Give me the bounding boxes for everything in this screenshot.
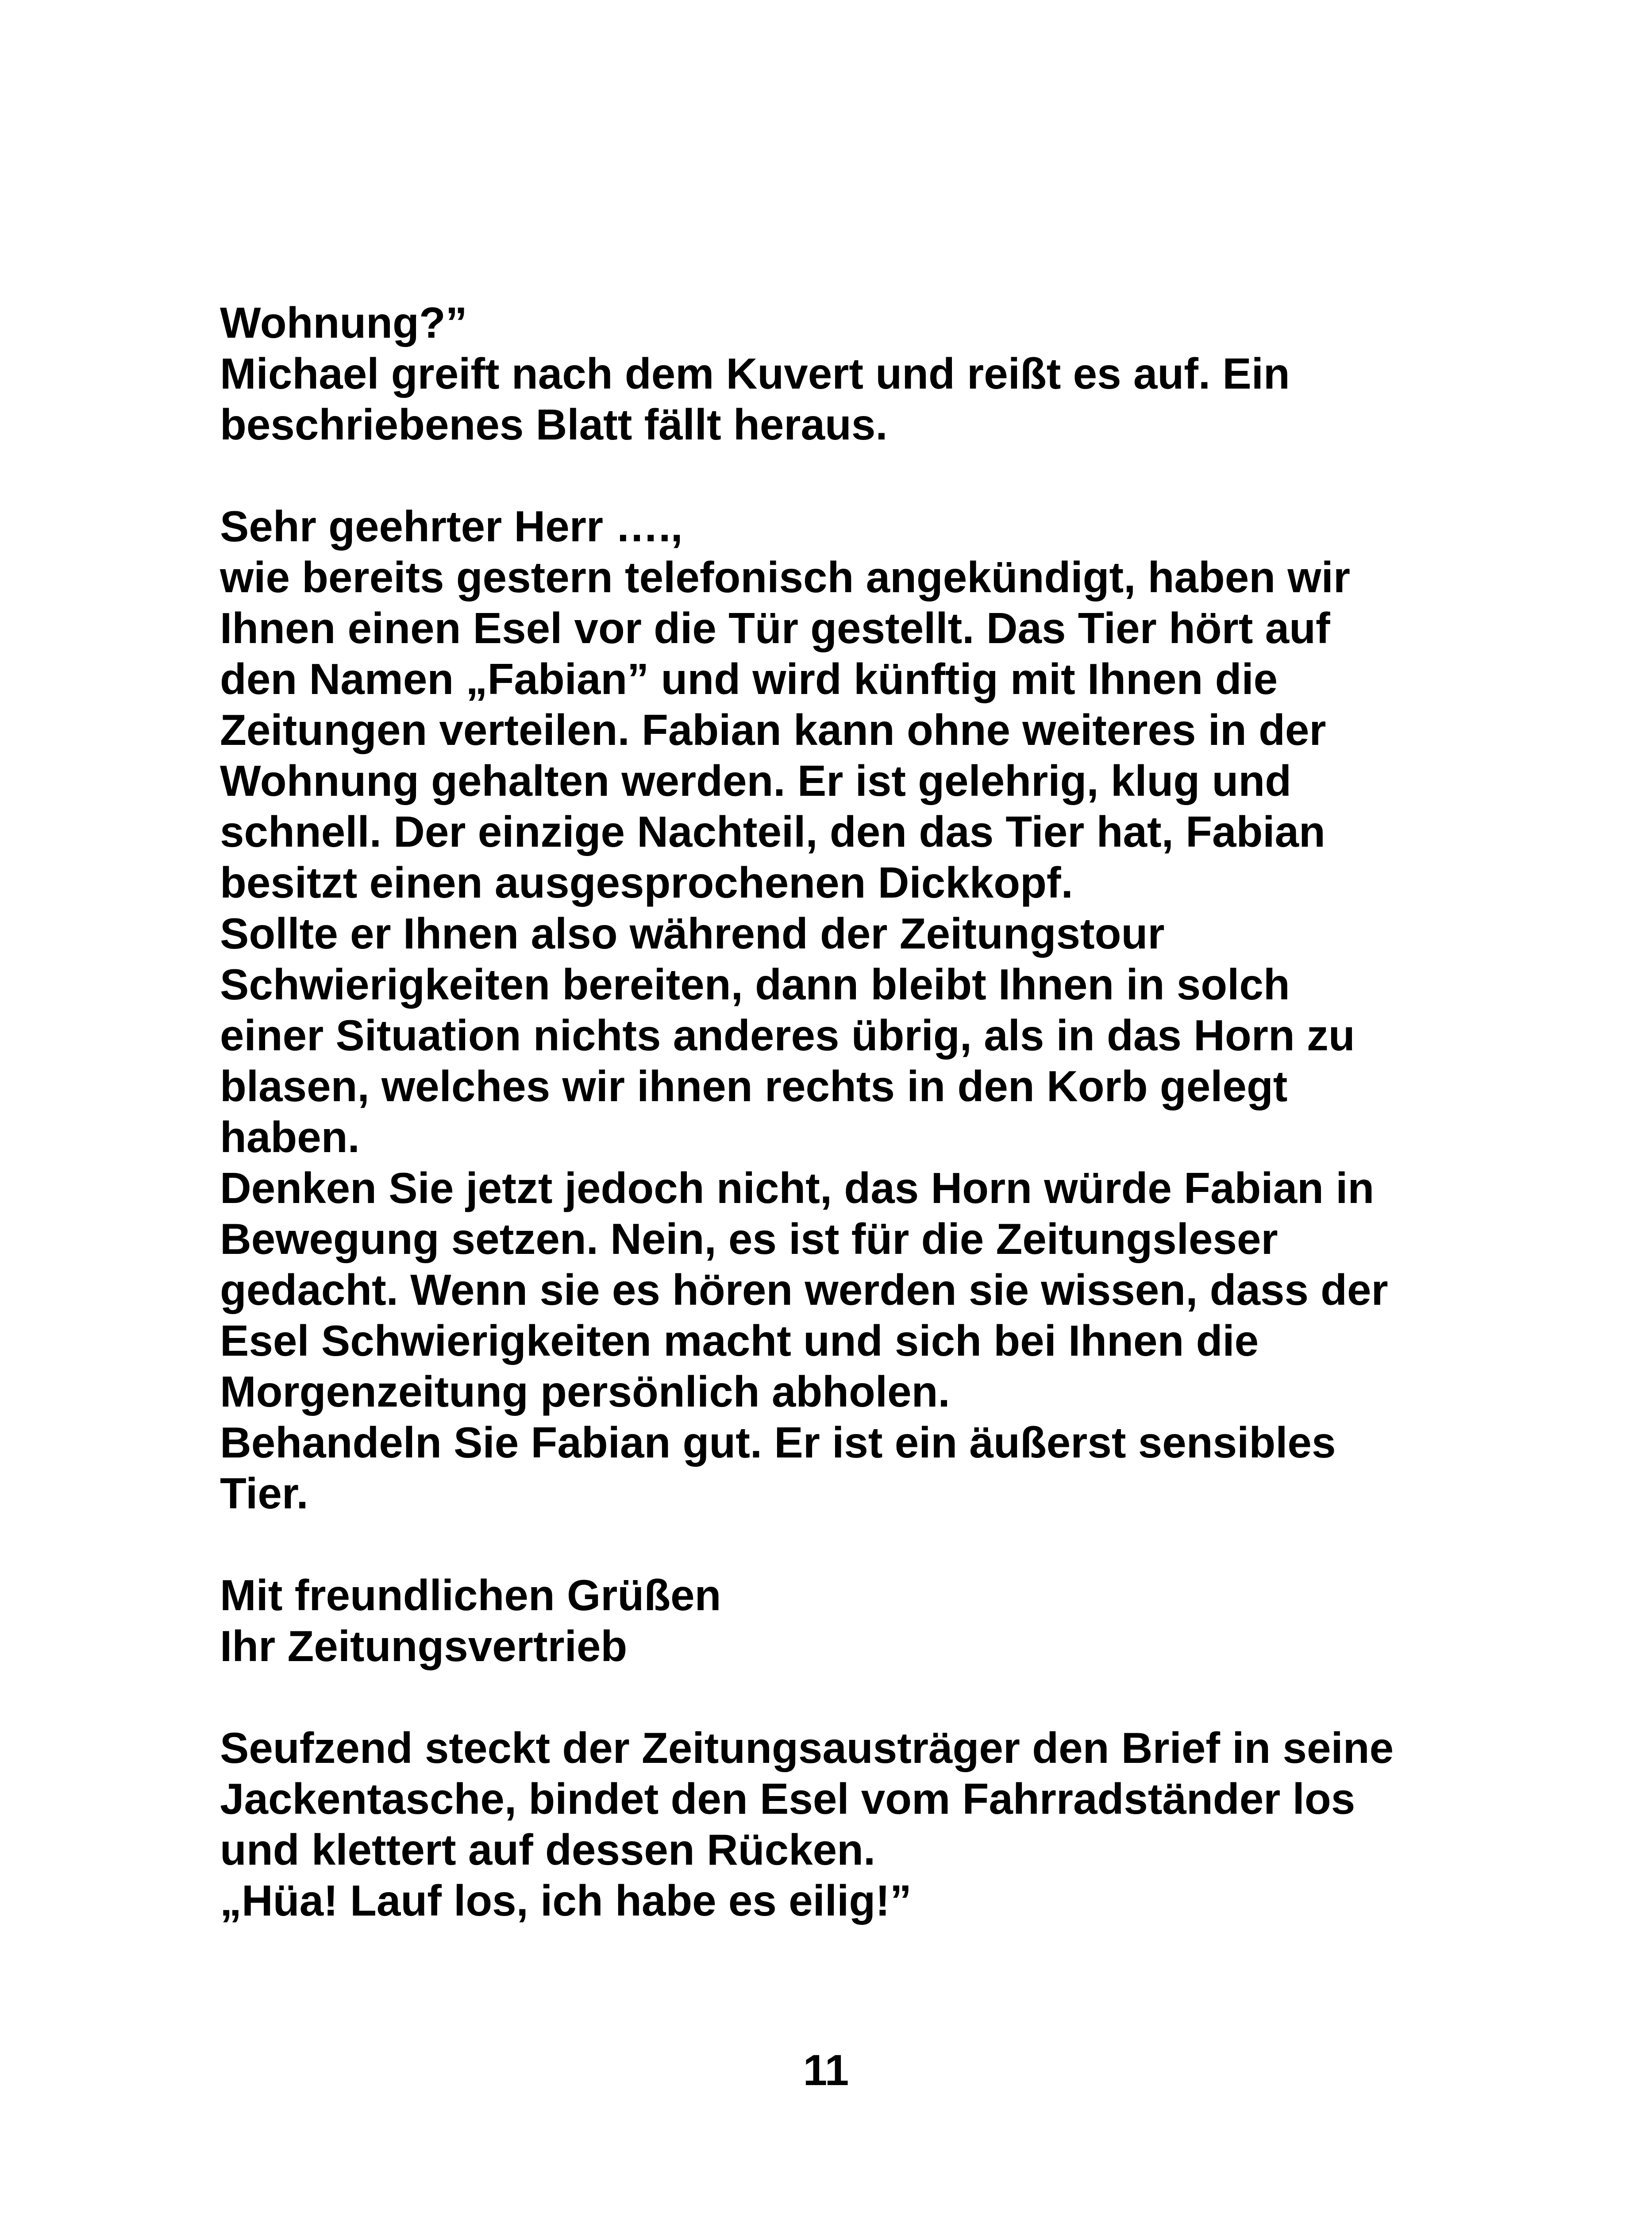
- text-line: Seufzend steckt der Zeitungsausträger den Brief in seine: [220, 1723, 1394, 1772]
- blank-line: [220, 1519, 1459, 1570]
- text-line: blasen, welches wir ihnen rechts in den Korb gelegt: [220, 1062, 1288, 1110]
- text-line: einer Situation nichts anderes übrig, als in das Horn zu: [220, 1011, 1355, 1060]
- text-line: Bewegung setzen. Nein, es ist für die Zeitungsleser: [220, 1214, 1278, 1263]
- text-line: gedacht. Wenn sie es hören werden sie wissen, dass der: [220, 1265, 1388, 1314]
- text-line: und klettert auf dessen Rücken.: [220, 1825, 876, 1874]
- text-line: Esel Schwierigkeiten macht und sich bei Ihnen die: [220, 1316, 1259, 1365]
- letter-salutation: Sehr geehrter Herr ….,: [220, 502, 683, 551]
- text-line: Tier.: [220, 1469, 308, 1518]
- text-line: Morgenzeitung persönlich abholen.: [220, 1367, 950, 1416]
- letter-closing: Mit freundlichen Grüßen: [220, 1571, 721, 1619]
- text-line: Ihnen einen Esel vor die Tür gestellt. Das Tier hört auf: [220, 604, 1330, 652]
- text-line: Wohnung gehalten werden. Er ist gelehrig, klug und: [220, 756, 1292, 805]
- text-line: Denken Sie jetzt jedoch nicht, das Horn würde Fabian in: [220, 1164, 1375, 1212]
- blank-line: [220, 450, 1459, 501]
- text-line: „Hüa! Lauf los, ich habe es eilig!”: [220, 1876, 912, 1925]
- text-line: Behandeln Sie Fabian gut. Er ist ein äußerst sensibles: [220, 1418, 1336, 1467]
- body-text: [220, 297, 1459, 1926]
- text-line: Zeitungen verteilen. Fabian kann ohne weiteres in der: [220, 706, 1326, 754]
- page-number: 11: [803, 2046, 849, 2094]
- letter-signature: Ihr Zeitungsvertrieb: [220, 1622, 628, 1670]
- text-line: Schwierigkeiten bereiten, dann bleibt Ihnen in solch: [220, 960, 1290, 1009]
- text-line: Wohnung?”: [220, 298, 467, 347]
- text-line: haben.: [220, 1113, 360, 1161]
- text-line: den Namen „Fabian” und wird künftig mit Ihnen die: [220, 655, 1278, 703]
- text-line: wie bereits gestern telefonisch angekündigt, haben wir: [220, 553, 1350, 601]
- text-line: schnell. Der einzige Nachteil, den das Tier hat, Fabian: [220, 807, 1325, 856]
- text-line: Sollte er Ihnen also während der Zeitungstour: [220, 909, 1165, 958]
- text-line: Jackentasche, bindet den Esel vom Fahrradständer los: [220, 1774, 1355, 1823]
- blank-line: [220, 1672, 1459, 1723]
- text-line: Michael greift nach dem Kuvert und reißt es auf. Ein: [220, 349, 1290, 398]
- text-line: besitzt einen ausgesprochenen Dickkopf.: [220, 858, 1073, 907]
- text-line: beschriebenes Blatt fällt heraus.: [220, 400, 888, 449]
